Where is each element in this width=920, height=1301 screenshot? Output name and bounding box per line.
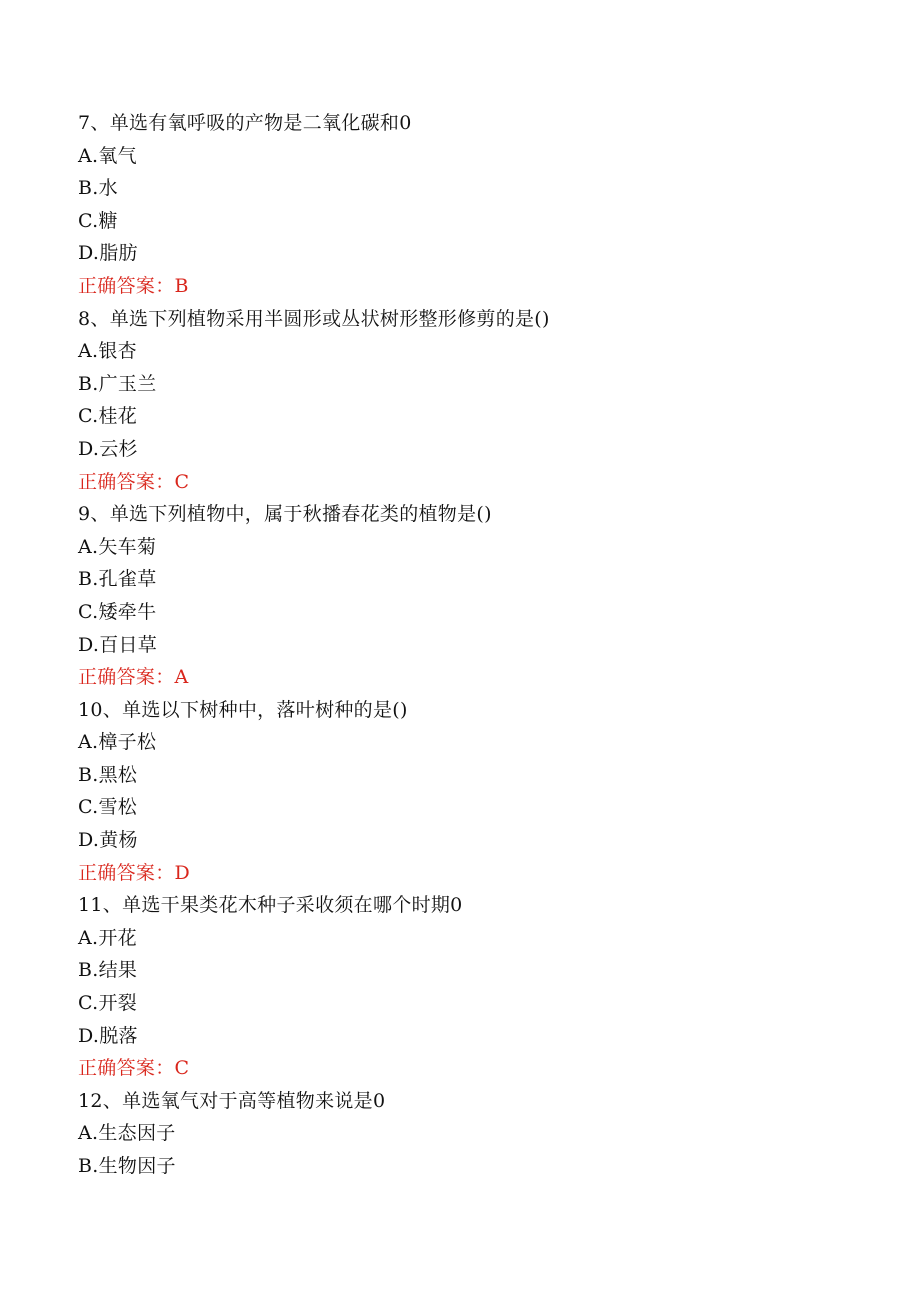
option-c: C.桂花: [78, 405, 138, 428]
option-d: D.黄杨: [78, 829, 138, 852]
option-a: A.氧气: [78, 144, 137, 167]
option-b: B.水: [78, 177, 118, 200]
option-c: C.开裂: [78, 992, 138, 1015]
correct-answer: 正确答案：D: [78, 861, 191, 884]
question-list: [78, 107, 878, 1183]
option-d: D.云杉: [78, 437, 138, 460]
option-c: C.矮牵牛: [78, 600, 157, 623]
question-stem: 8、单选下列植物采用半圆形或丛状树形整形修剪的是(): [78, 307, 550, 330]
question-stem: 11、单选干果类花木种子采收须在哪个时期0: [78, 894, 463, 917]
option-b: B.黑松: [78, 763, 138, 786]
correct-answer: 正确答案：B: [78, 274, 189, 297]
option-d: D.脂肪: [78, 242, 138, 265]
option-d: D.脱落: [78, 1024, 138, 1047]
option-b: B.广玉兰: [78, 372, 157, 395]
option-a: A.银杏: [78, 340, 137, 363]
option-a: A.开花: [78, 926, 137, 949]
option-b: B.孔雀草: [78, 568, 157, 591]
question-stem: 7、单选有氧呼吸的产物是二氧化碳和0: [78, 112, 412, 134]
option-a: A.生态因子: [78, 1122, 176, 1145]
option-b: B.生物因子: [78, 1155, 176, 1177]
option-c: C.糖: [78, 209, 118, 232]
question-stem: 9、单选下列植物中，属于秋播春花类的植物是(): [78, 503, 492, 526]
option-c: C.雪松: [78, 796, 138, 819]
question-stem: 10、单选以下树种中，落叶树种的是(): [78, 698, 408, 721]
correct-answer: 正确答案：C: [78, 470, 190, 493]
question-stem: 12、单选氧气对于高等植物来说是0: [78, 1089, 386, 1112]
correct-answer: 正确答案：C: [78, 1057, 190, 1080]
option-b: B.结果: [78, 959, 138, 982]
option-a: A.矢车菊: [78, 535, 157, 558]
option-a: A.樟子松: [78, 731, 157, 754]
option-d: D.百日草: [78, 633, 158, 656]
correct-answer: 正确答案：A: [78, 666, 189, 689]
